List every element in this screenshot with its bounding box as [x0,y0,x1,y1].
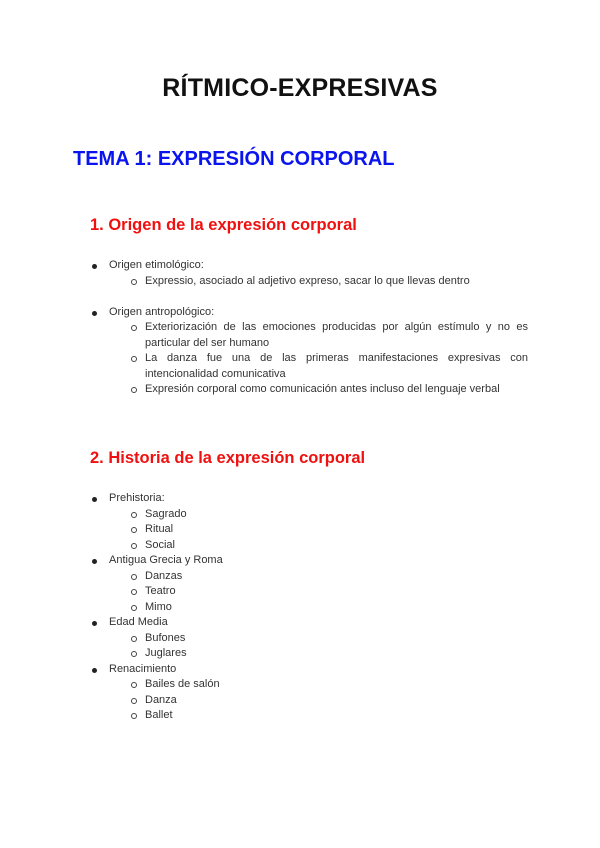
sub-list-item [92,693,528,709]
circle-bullet-icon [131,713,137,719]
list-item-label: Edad Media [109,616,168,628]
bullet-icon [92,311,97,316]
sub-list-item-text: Social [145,538,175,551]
sub-list-item-text: Expressio, asociado al adjetivo expreso, sacar lo que llevas dentro [145,274,470,287]
circle-bullet-icon [131,325,137,331]
sub-list-item [92,538,528,554]
bullet-icon [92,559,97,564]
sub-list-item-text: Danzas [145,569,183,582]
list-item [92,615,528,631]
spacer [92,289,528,305]
sub-list-item-text: Danza [145,693,177,706]
sub-list-item-text: Juglares [145,647,187,659]
sub-list-item [92,708,528,724]
list-item [92,305,528,321]
bullet-icon [92,668,97,673]
circle-bullet-icon [131,387,137,393]
sub-list-item [92,600,528,616]
sub-list-item-text: Exteriorización de las emociones producidas por algún estímulo y no es particular del ser humano [145,321,528,349]
circle-bullet-icon [131,527,137,533]
historia-list [92,491,528,724]
circle-bullet-icon [131,589,137,595]
sub-list-item-text: Teatro [145,585,176,597]
origen-list [92,258,528,398]
bullet-icon [92,497,97,502]
sub-list-item-text: Bailes de salón [145,678,220,690]
list-item-label: Origen etimológico: [109,259,204,271]
circle-bullet-icon [131,279,137,285]
section-heading-historia: 2. Historia de la expresión corporal [90,449,366,467]
section-heading-origen: 1. Origen de la expresión corporal [90,216,357,234]
sub-list-item-text: Bufones [145,631,186,644]
circle-bullet-icon [131,574,137,580]
circle-bullet-icon [131,651,137,657]
list-item-label: Origen antropológico: [109,305,215,318]
circle-bullet-icon [131,543,137,549]
circle-bullet-icon [131,698,137,704]
circle-bullet-icon [131,605,137,611]
sub-list-item-text: Mimo [145,600,172,613]
list-item [92,491,528,507]
sub-list-item [92,569,528,585]
sub-list-item [92,320,528,351]
sub-list-item-text: Ballet [145,709,173,721]
sub-list-item [92,507,528,523]
bullet-icon [92,264,97,269]
document-title: RÍTMICO-EXPRESIVAS [162,74,438,102]
sub-list-item-text: La danza fue una de las primeras manifestaciones expresivas con intencionalidad comunicativa [145,352,528,380]
list-item [92,662,528,678]
sub-list-item [92,382,528,398]
sub-list-item [92,274,528,290]
sub-list-item [92,677,528,693]
sub-list-item [92,522,528,538]
bullet-icon [92,621,97,626]
topic-heading: TEMA 1: EXPRESIÓN CORPORAL [73,148,395,170]
sub-list-item-text: Expresión corporal como comunicación antes incluso del lenguaje verbal [145,383,500,395]
sub-list-item [92,646,528,662]
sub-list-item [92,631,528,647]
circle-bullet-icon [131,356,137,362]
list-item-label: Antigua Grecia y Roma [109,554,223,566]
sub-list-item-text: Ritual [145,523,174,535]
list-item [92,258,528,274]
sub-list-item-text: Sagrado [145,507,187,520]
circle-bullet-icon [131,512,137,518]
list-item-label: Prehistoria: [109,492,165,504]
sub-list-item [92,584,528,600]
circle-bullet-icon [131,682,137,688]
circle-bullet-icon [131,636,137,642]
sub-list-item [92,351,528,382]
list-item [92,553,528,569]
list-item-label: Renacimiento [109,662,177,675]
